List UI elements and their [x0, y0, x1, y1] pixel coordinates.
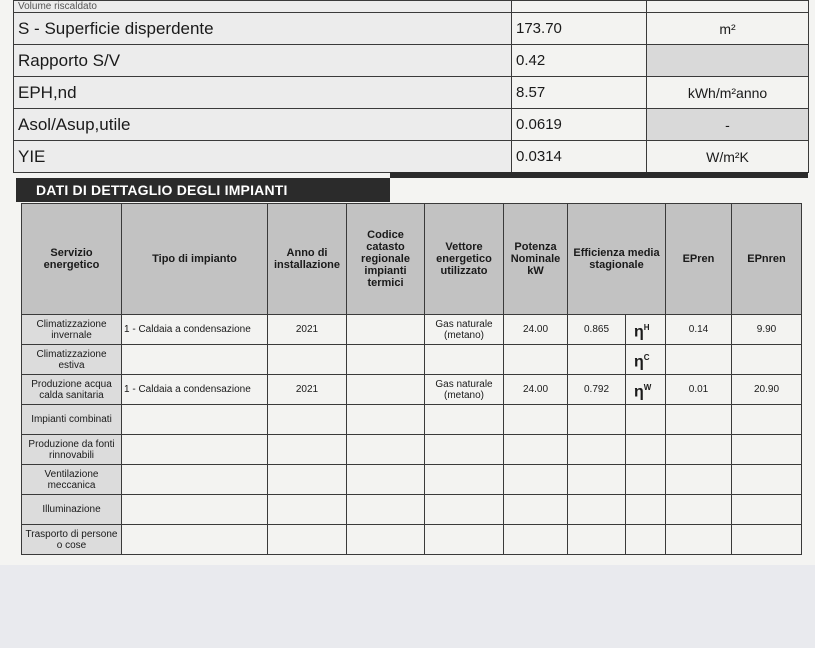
col-header-anno: Anno di installazione [268, 204, 347, 315]
cell-potenza [504, 405, 568, 435]
cell-epren: 0.14 [666, 315, 732, 345]
param-unit [647, 1, 809, 13]
cell-epnren: 9.90 [732, 315, 802, 345]
section-title: DATI DI DETTAGLIO DEGLI IMPIANTI [16, 178, 390, 202]
cell-efficienza: 0.792 [568, 375, 626, 405]
table-row [14, 1, 809, 13]
table-row [22, 465, 802, 495]
cell-servizio: Impianti combinati [22, 405, 122, 435]
col-header-potenza: Potenza Nominale kW [504, 204, 568, 315]
cell-codice [347, 315, 425, 345]
cell-codice [347, 495, 425, 525]
table-row [14, 45, 809, 77]
table-row [14, 13, 809, 45]
building-parameters-table [13, 0, 809, 173]
cell-epnren [732, 525, 802, 555]
cell-efficienza [568, 465, 626, 495]
cell-tipo: 1 - Caldaia a condensazione [122, 375, 268, 405]
cell-epren: 0.01 [666, 375, 732, 405]
col-header-epnren: EPnren [732, 204, 802, 315]
cell-codice [347, 465, 425, 495]
cell-anno [268, 405, 347, 435]
cell-eta-symbol [626, 525, 666, 555]
cell-vettore: Gas naturale (metano) [425, 375, 504, 405]
cell-tipo [122, 525, 268, 555]
cell-eta-symbol [626, 465, 666, 495]
table-row [22, 345, 802, 375]
cell-vettore [425, 345, 504, 375]
param-label: Asol/Asup,utile [14, 109, 512, 141]
cell-servizio: Produzione da fonti rinnovabili [22, 435, 122, 465]
param-value: 173.70 [512, 13, 647, 45]
col-header-codice: Codice catasto regionale impianti termici [347, 204, 425, 315]
cell-potenza [504, 465, 568, 495]
system-details-table [21, 203, 802, 555]
cell-codice [347, 375, 425, 405]
cell-vettore [425, 525, 504, 555]
cell-servizio: Trasporto di persone o cose [22, 525, 122, 555]
cell-codice [347, 345, 425, 375]
cell-epnren [732, 405, 802, 435]
cell-eta-symbol [626, 375, 666, 405]
cell-eta-symbol [626, 405, 666, 435]
cell-anno [268, 465, 347, 495]
cell-eta-symbol [626, 345, 666, 375]
cell-epnren [732, 435, 802, 465]
cell-eta-symbol [626, 315, 666, 345]
table-row [22, 405, 802, 435]
cell-tipo [122, 465, 268, 495]
cell-efficienza [568, 435, 626, 465]
cell-eta-symbol [626, 435, 666, 465]
cell-potenza [504, 345, 568, 375]
cell-codice [347, 435, 425, 465]
cell-epren [666, 345, 732, 375]
param-value [512, 1, 647, 13]
eta-symbol: η [634, 323, 644, 341]
col-header-epren: EPren [666, 204, 732, 315]
cell-vettore [425, 405, 504, 435]
table-header-row [22, 204, 802, 315]
section-divider [390, 172, 808, 178]
cell-epren [666, 525, 732, 555]
param-label: S - Superficie disperdente [14, 13, 512, 45]
cell-potenza: 24.00 [504, 375, 568, 405]
col-header-tipo: Tipo di impianto [122, 204, 268, 315]
param-value: 0.0314 [512, 141, 647, 173]
col-header-vettore: Vettore energetico utilizzato [425, 204, 504, 315]
cell-potenza [504, 525, 568, 555]
param-value: 0.0619 [512, 109, 647, 141]
col-header-efficienza: Efficienza media stagionale [568, 204, 666, 315]
table-row [14, 109, 809, 141]
cell-efficienza [568, 345, 626, 375]
cell-anno: 2021 [268, 315, 347, 345]
cell-eta-symbol [626, 495, 666, 525]
cell-efficienza: 0.865 [568, 315, 626, 345]
cell-efficienza [568, 525, 626, 555]
col-header-servizio: Servizio energetico [22, 204, 122, 315]
cell-tipo [122, 345, 268, 375]
cell-vettore [425, 435, 504, 465]
cell-epren [666, 465, 732, 495]
param-label: EPH,nd [14, 77, 512, 109]
cell-epnren [732, 495, 802, 525]
param-unit: - [647, 109, 809, 141]
eta-subscript: W [643, 382, 652, 392]
eta-subscript: C [643, 352, 650, 362]
cell-servizio: Produzione acqua calda sanitaria [22, 375, 122, 405]
cell-anno [268, 345, 347, 375]
cell-efficienza [568, 405, 626, 435]
cell-servizio: Climatizzazione invernale [22, 315, 122, 345]
cell-tipo [122, 435, 268, 465]
cell-epnren: 20.90 [732, 375, 802, 405]
eta-subscript: H [643, 322, 650, 332]
cell-epren [666, 495, 732, 525]
cell-epnren [732, 465, 802, 495]
param-unit: W/m²K [647, 141, 809, 173]
eta-symbol: η [634, 383, 644, 401]
cell-efficienza [568, 495, 626, 525]
cell-tipo [122, 495, 268, 525]
cell-servizio: Illuminazione [22, 495, 122, 525]
cell-tipo: 1 - Caldaia a condensazione [122, 315, 268, 345]
param-label: Rapporto S/V [14, 45, 512, 77]
table-row [22, 495, 802, 525]
param-unit: m² [647, 13, 809, 45]
cell-vettore [425, 465, 504, 495]
cell-servizio: Climatizzazione estiva [22, 345, 122, 375]
param-unit [647, 45, 809, 77]
cell-tipo [122, 405, 268, 435]
cell-vettore: Gas naturale (metano) [425, 315, 504, 345]
cell-anno [268, 495, 347, 525]
table-row [22, 315, 802, 345]
cell-codice [347, 405, 425, 435]
cell-potenza [504, 435, 568, 465]
cell-epnren [732, 345, 802, 375]
param-value: 0.42 [512, 45, 647, 77]
param-value: 8.57 [512, 77, 647, 109]
cell-anno: 2021 [268, 375, 347, 405]
cell-potenza: 24.00 [504, 315, 568, 345]
cell-epren [666, 435, 732, 465]
eta-symbol: η [634, 353, 644, 371]
cell-servizio: Ventilazione meccanica [22, 465, 122, 495]
table-row [14, 141, 809, 173]
cell-anno [268, 525, 347, 555]
table-row [22, 435, 802, 465]
cell-codice [347, 525, 425, 555]
table-row [22, 525, 802, 555]
cell-vettore [425, 495, 504, 525]
param-unit: kWh/m²anno [647, 77, 809, 109]
cell-epren [666, 405, 732, 435]
table-row [22, 375, 802, 405]
cell-anno [268, 435, 347, 465]
param-label: YIE [14, 141, 512, 173]
param-label: Volume riscaldato [14, 1, 512, 13]
table-row [14, 77, 809, 109]
cell-potenza [504, 495, 568, 525]
